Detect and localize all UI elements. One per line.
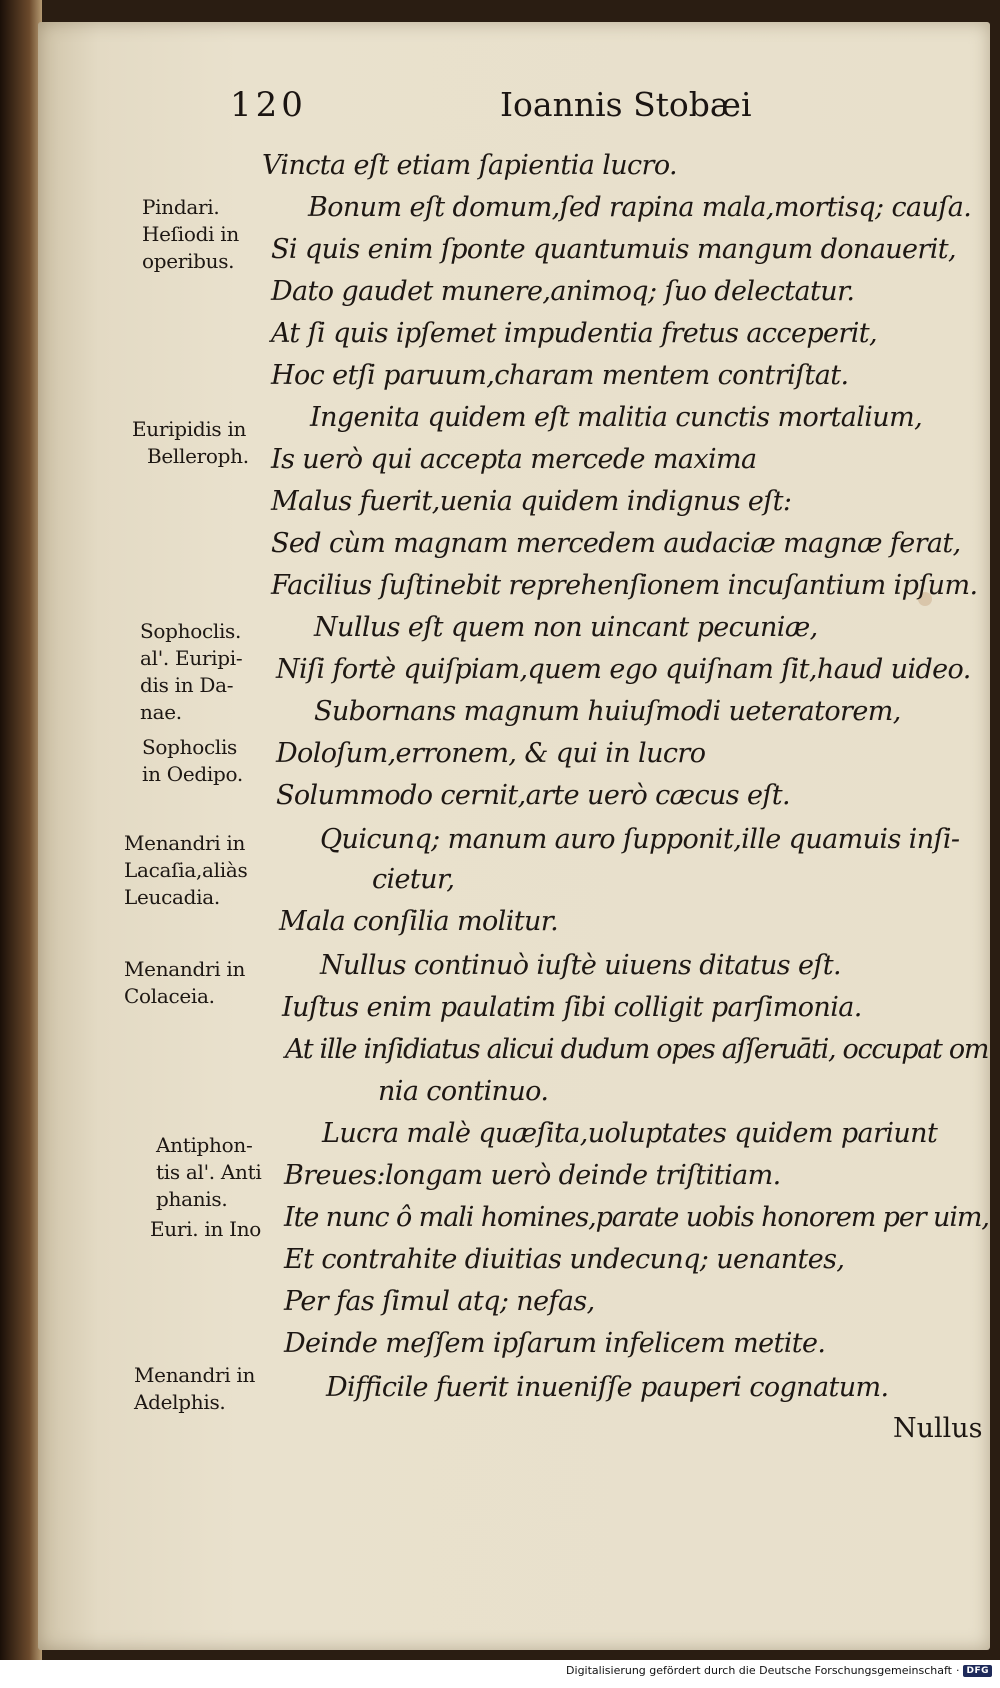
margin-note: Menandri in Adelphis. <box>134 1363 256 1414</box>
text-line: Sed cùm magnam mercedem audaciæ magnæ ferat, <box>271 528 961 559</box>
dfg-logo-icon: DFG <box>963 1665 992 1677</box>
margin-note: Euripidis in Belleroph. <box>132 417 249 468</box>
text-line: Solummodo cernit,arte uerò cæcus eſt. <box>276 780 791 811</box>
footer-credit: Digitalisierung gefördert durch die Deutsche Forschungsgemeinschaft <box>566 1664 952 1677</box>
book-binding <box>0 0 42 1660</box>
text-line: Doloſum,erronem, & qui in lucro <box>276 738 706 769</box>
text-line: Facilius ſuſtinebit reprehenſionem incuſantium ipſum. <box>271 570 978 601</box>
text-line: Niſi fortè quiſpiam,quem ego quiſnam ſit,haud uideo. <box>276 654 971 685</box>
text-line: Is uerò qui accepta mercede maxima <box>271 444 757 475</box>
text-line: Vincta eſt etiam ſapientia lucro. <box>262 150 678 181</box>
text-line: Ite nunc ô mali homines,parate uobis honorem per uim, <box>284 1202 989 1233</box>
running-title: Ioannis Stobæi <box>500 85 752 124</box>
text-line: Lucra malè quæſita,uoluptates quidem pariunt <box>322 1118 938 1149</box>
text-line: Bonum eſt domum,ſed rapina mala,mortisq; cauſa. <box>308 192 972 223</box>
margin-note: Sophoclis in Oedipo. <box>142 735 243 786</box>
text-line: Mala conſilia molitur. <box>279 906 559 937</box>
margin-note: Pindari. Heſiodi in operibus. <box>142 195 239 273</box>
margin-note: Antiphon- tis al'. Anti phanis. <box>156 1133 262 1211</box>
text-line: Nullus eſt quem non uincant pecuniæ, <box>314 612 818 643</box>
text-line: Hoc etſi paruum,charam mentem contriſtat. <box>271 360 849 391</box>
text-line: Per fas ſimul atq; nefas, <box>284 1286 595 1317</box>
digitization-footer: Digitalisierung gefördert durch die Deutsche Forschungsgemeinschaft · DFG <box>566 1664 992 1677</box>
text-line: At ille inſidiatus alicui dudum opes aſſeruāti, occupat om <box>285 1034 989 1065</box>
text-line: Iuſtus enim paulatim ſibi colligit parſimonia. <box>282 992 862 1023</box>
text-line: Nullus continuò iuſtè uiuens ditatus eſt. <box>320 950 841 981</box>
text-line: Dato gaudet munere,animoq; ſuo delectatur. <box>271 276 855 307</box>
text-line: Difficile fuerit inueniſſe pauperi cognatum. <box>326 1372 889 1403</box>
text-line: Et contrahite diuitias undecunq; uenantes, <box>284 1244 845 1275</box>
text-line: Subornans magnum huiuſmodi ueteratorem, <box>314 696 901 727</box>
text-line: Ingenita quidem eſt malitia cunctis mortalium, <box>310 402 923 433</box>
text-line: Breues:longam uerò deinde triſtitiam. <box>284 1160 781 1191</box>
text-line: Quicunq; manum auro ſupponit,ille quamuis inſi- <box>320 824 960 855</box>
margin-note: Menandri in Lacaſia,aliàs Leucadia. <box>124 831 248 909</box>
catchword: Nullus <box>893 1413 983 1444</box>
margin-note: Menandri in Colaceia. <box>124 957 246 1008</box>
page-number: 120 <box>230 85 307 125</box>
text-line: nia continuo. <box>378 1076 549 1107</box>
text-line: At ſi quis ipſemet impudentia fretus acceperit, <box>271 318 877 349</box>
text-line: Deinde meſſem ipſarum infelicem metite. <box>284 1328 826 1359</box>
margin-note: Sophoclis. al'. Euripi- dis in Da- nae. <box>140 619 243 724</box>
text-line: Si quis enim ſponte quantumuis mangum donauerit, <box>271 234 956 265</box>
text-line: cietur, <box>372 864 455 895</box>
text-line: Malus fuerit,uenia quidem indignus eſt: <box>271 486 792 517</box>
margin-note: Euri. in Ino <box>150 1217 262 1241</box>
